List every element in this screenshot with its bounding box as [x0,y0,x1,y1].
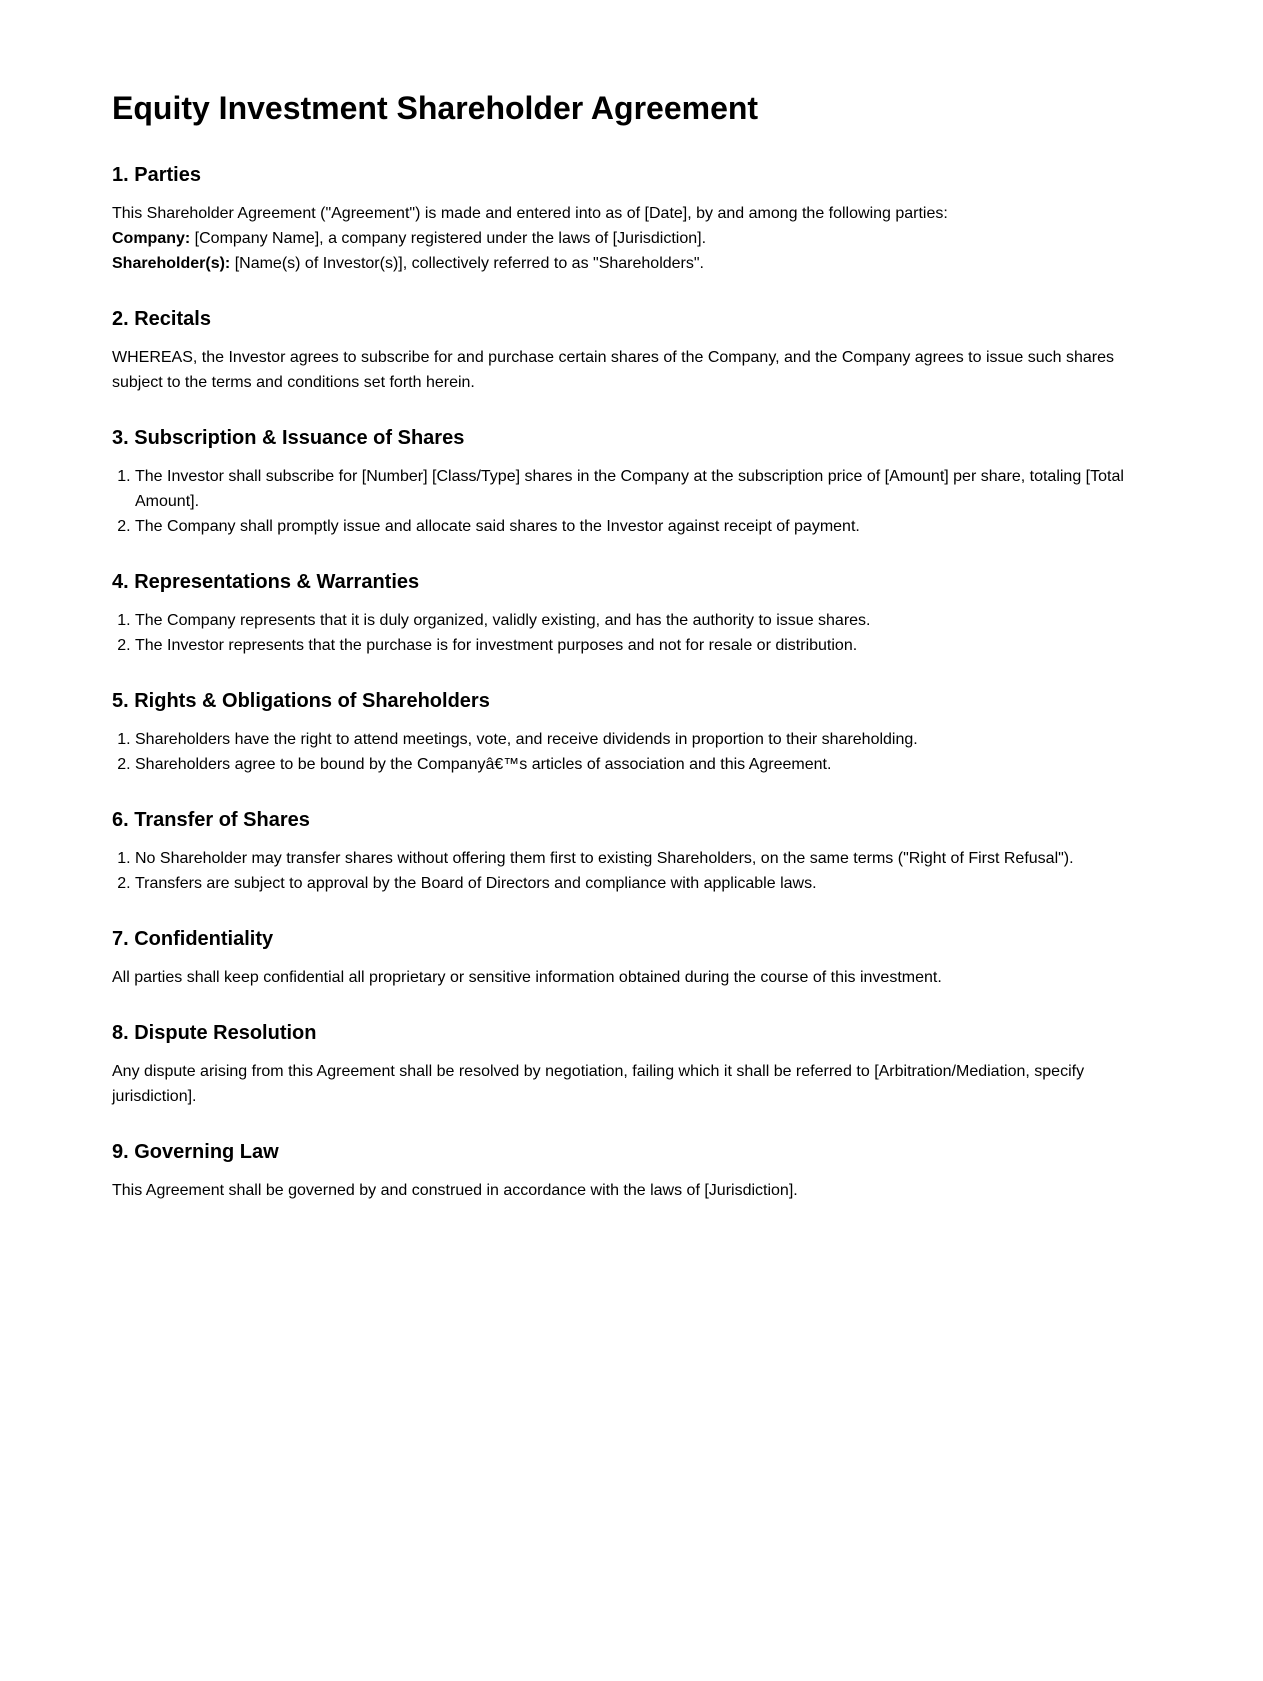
list-item: 2. The Company shall promptly issue and allocate said shares to the Investor against receipt of payment. [135,514,1143,539]
section-dispute [112,1019,1143,1109]
list-item: 1. The Company represents that it is duly organized, validly existing, and has the authority to issue shares. [135,608,1143,633]
recitals-text: WHEREAS, the Investor agrees to subscribe for and purchase certain shares of the Company, and the Company agrees to issue such shares subject to the terms and conditions set forth herein. [112,349,1114,391]
shareholders-text: [Name(s) of Investor(s)], collectively referred to as "Shareholders". [230,255,704,272]
company-text: [Company Name], a company registered under the laws of [Jurisdiction]. [190,230,707,247]
list-item: 1. The Investor shall subscribe for [Number] [Class/Type] shares in the Company at the subscription price of [Amount] per share, totaling [Total Amount]. [135,464,1143,514]
section-heading: 6. Transfer of Shares [112,809,310,831]
transfer-list [112,846,1143,896]
section-heading: 7. Confidentiality [112,928,274,950]
rights-list [112,727,1143,777]
section-governing-law [112,1138,1143,1203]
list-item: 2. The Investor represents that the purchase is for investment purposes and not for resale or distribution. [135,633,1143,658]
section-heading: 9. Governing Law [112,1141,279,1163]
section-recitals [112,305,1143,395]
section-heading: 1. Parties [112,164,201,186]
parties-intro: This Shareholder Agreement ("Agreement") is made and entered into as of [Date], by and among the following parties: [112,205,948,222]
section-heading: 3. Subscription & Issuance of Shares [112,427,465,449]
shareholders-line [112,251,1143,276]
shareholders-label: Shareholder(s): [112,255,231,272]
section-representations [112,568,1143,658]
section-confidentiality [112,925,1143,990]
governing-law-text: This Agreement shall be governed by and construed in accordance with the laws of [Jurisdiction]. [112,1182,798,1199]
document-title: Equity Investment Shareholder Agreement [112,90,759,126]
subscription-list [112,464,1143,539]
section-transfer [112,806,1143,896]
list-item: 1. Shareholders have the right to attend meetings, vote, and receive dividends in proportion to their shareholding. [135,727,1143,752]
dispute-text: Any dispute arising from this Agreement shall be resolved by negotiation, failing which it shall be referred to [Arbitration/Mediation, specify jurisdiction]. [112,1063,1085,1105]
section-heading: 4. Representations & Warranties [112,571,420,593]
section-heading: 8. Dispute Resolution [112,1022,317,1044]
list-item: 2. Transfers are subject to approval by the Board of Directors and compliance with applicable laws. [135,871,1143,896]
list-item: 1. No Shareholder may transfer shares without offering them first to existing Shareholders, on the same terms ("Right of First Refusal"). [135,846,1143,871]
confidentiality-text: All parties shall keep confidential all proprietary or sensitive information obtained during the course of this investment. [112,969,942,986]
section-heading: 5. Rights & Obligations of Shareholders [112,690,490,712]
section-subscription [112,424,1143,539]
list-item: 2. Shareholders agree to be bound by the Companyâ€™s articles of association and this Agreement. [135,752,1143,777]
representations-list [112,608,1143,658]
section-rights [112,687,1143,777]
company-label: Company: [112,230,191,247]
section-parties [112,161,1143,276]
company-line [112,226,1143,251]
section-heading: 2. Recitals [112,308,211,330]
